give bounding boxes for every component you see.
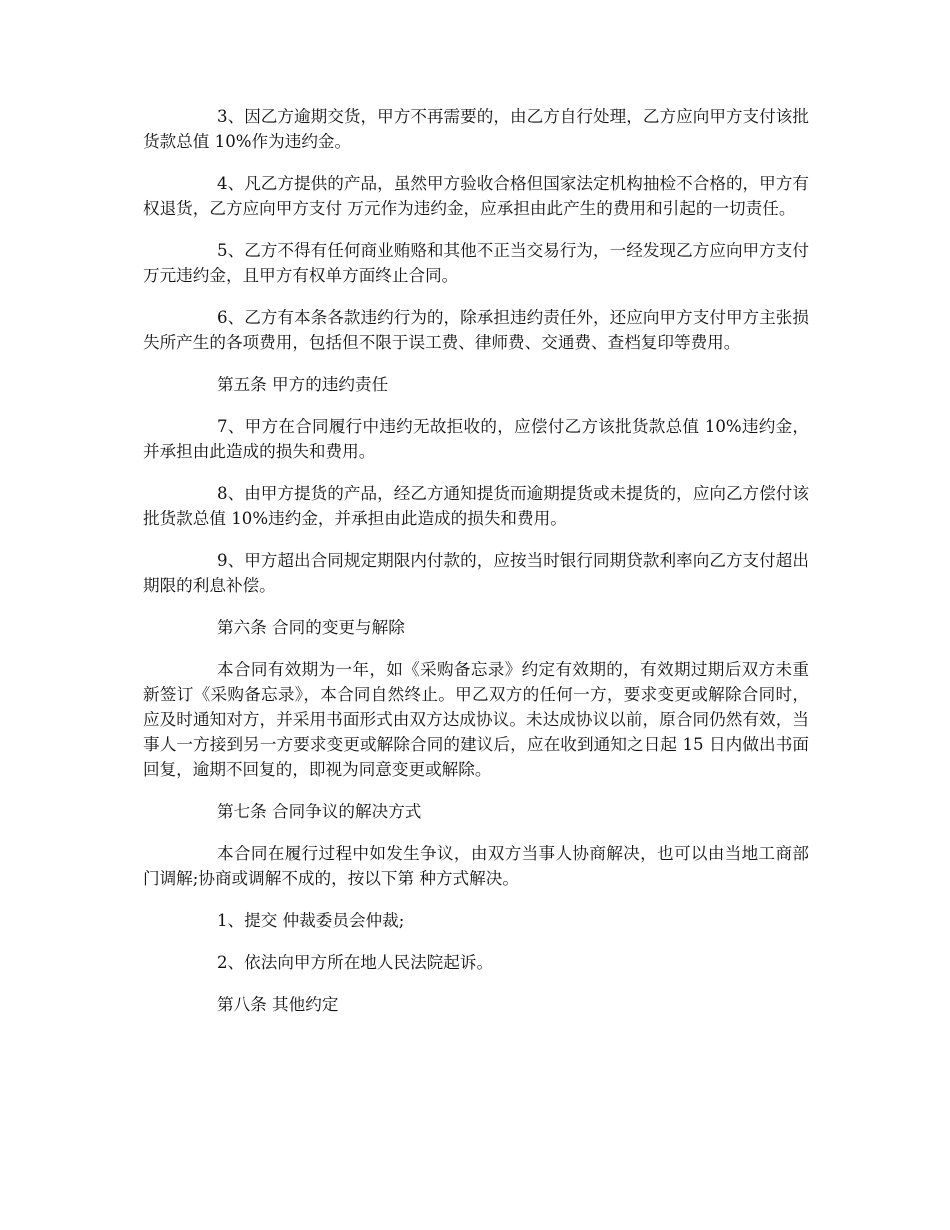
clause-8-paragraph: 8、由甲方提货的产品，经乙方通知提货而逾期提货或未提货的，应向乙方偿付该批货款总值 10%违约金，并承担由此造成的损失和费用。 [143,484,809,528]
clause-6-paragraph: 6、乙方有本条各款违约行为的，除承担违约责任外，还应向甲方支付甲方主张损失所产生的各项费用，包括但不限于误工费、律师费、交通费、查档复印等费用。 [143,308,809,352]
article-7-heading: 第七条 合同争议的解决方式 [217,802,422,821]
dispute-option-1: 1、提交 仲裁委员会仲裁; [217,911,405,930]
clause-5-paragraph: 5、乙方不得有任何商业贿赂和其他不正当交易行为，一经发现乙方应向甲方支付 万元违约金，且甲方有权单方面终止合同。 [143,241,809,285]
clause-7-paragraph: 7、甲方在合同履行中违约无故拒收的，应偿付乙方该批货款总值 10%违约金，并承担由此造成的损失和费用。 [143,417,809,461]
clause-4-paragraph: 4、凡乙方提供的产品，虽然甲方验收合格但国家法定机构抽检不合格的，甲方有权退货，乙方应向甲方支付 万元作为违约金，应承担由此产生的费用和引起的一切责任。 [143,174,809,218]
document-body [143,104,809,1034]
article-8-heading: 第八条 其他约定 [217,995,339,1014]
clause-9-paragraph: 9、甲方超出合同规定期限内付款的，应按当时银行同期贷款利率向乙方支付超出期限的利息补偿。 [143,551,809,595]
article-7-body-paragraph: 本合同在履行过程中如发生争议，由双方当事人协商解决，也可以由当地工商部门调解;协商或调解不成的，按以下第 种方式解决。 [143,844,809,888]
article-6-heading: 第六条 合同的变更与解除 [217,618,405,637]
dispute-option-2: 2、依法向甲方所在地人民法院起诉。 [217,953,494,972]
article-5-heading: 第五条 甲方的违约责任 [217,375,389,394]
article-6-body-paragraph: 本合同有效期为一年，如《采购备忘录》约定有效期的，有效期过期后双方未重新签订《采购备忘录》，本合同自然终止。甲乙双方的任何一方，要求变更或解除合同时，应及时通知对方，并采用书面形式由双方达成协议。未达成协议以前，原合同仍然有效，当事人一方接到另一方要求变更或解除合同的建议后，应在收到通知之日起 15 日内做出书面回复，逾期不回复的，即视为同意变更或解除。 [143,660,809,779]
clause-3-paragraph: 3、因乙方逾期交货，甲方不再需要的，由乙方自行处理，乙方应向甲方支付该批货款总值 10%作为违约金。 [143,107,809,151]
